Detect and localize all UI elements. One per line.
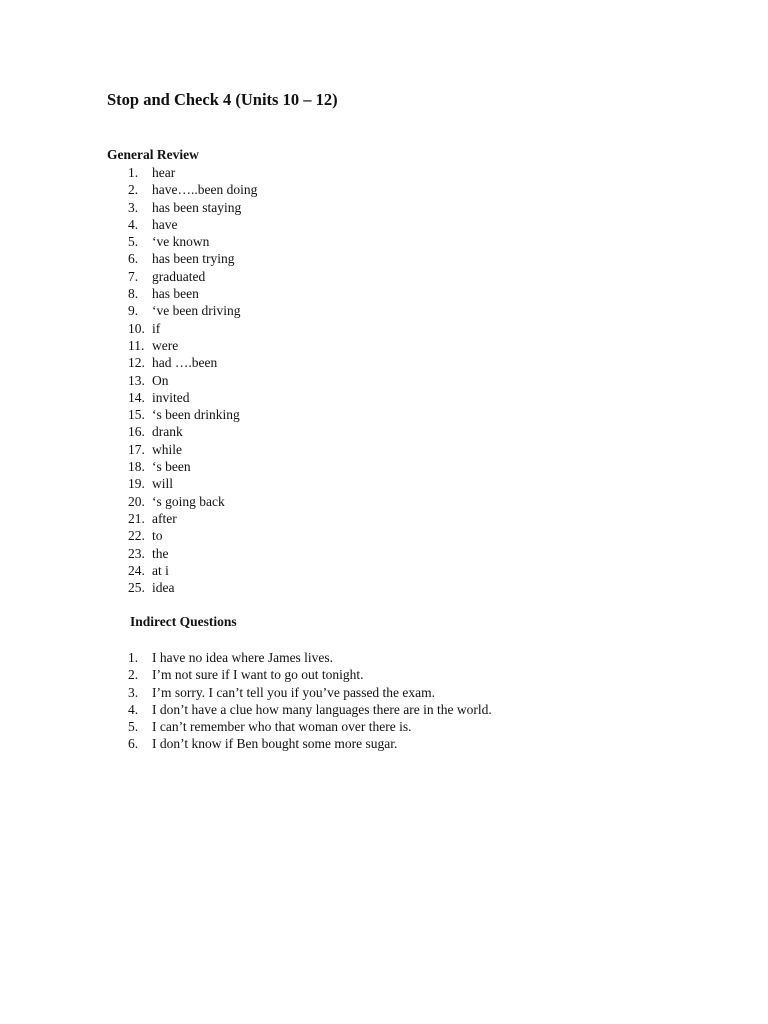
list-item-number: 11.: [128, 337, 145, 353]
list-item-text: ‘s going back: [152, 493, 225, 509]
list-item-number: 5.: [128, 234, 139, 250]
list-item-text: ‘s been: [152, 459, 191, 475]
list-item-number: 5.: [128, 719, 139, 735]
list-item-text: On: [152, 372, 169, 388]
list-item-text: hear: [152, 165, 176, 180]
list-item-text: if: [152, 320, 161, 336]
list-item-text: I’m not sure if I want to go out tonight.: [152, 667, 364, 683]
list-item-number: 7.: [128, 268, 139, 284]
list-item-number: 2.: [128, 182, 139, 198]
list-item-text: drank: [152, 424, 183, 440]
general-review-heading: General Review: [107, 147, 199, 162]
list-item-text: I can’t remember who that woman over there is.: [152, 719, 412, 735]
list-item-number: 3.: [128, 684, 139, 700]
list-item-number: 14.: [128, 389, 145, 405]
list-item-number: 15.: [128, 407, 145, 423]
list-item-text: at i: [152, 562, 169, 578]
list-item-text: while: [152, 441, 182, 457]
indirect-questions-heading: Indirect Questions: [130, 614, 237, 629]
list-item-text: I have no idea where James lives.: [152, 650, 334, 665]
list-item-text: ‘ve been driving: [152, 303, 241, 319]
list-item-text: has been trying: [152, 251, 235, 267]
list-item-number: 3.: [128, 199, 139, 215]
list-item-number: 6.: [128, 736, 139, 752]
list-item-number: 9.: [128, 303, 139, 319]
list-item-text: invited: [152, 389, 190, 405]
list-item-number: 24.: [128, 562, 145, 578]
list-item-number: 1.: [128, 165, 139, 180]
list-item-text: I don’t know if Ben bought some more sugar.: [152, 736, 398, 752]
list-item-number: 6.: [128, 251, 139, 267]
list-item-text: I don’t have a clue how many languages there are in the world.: [152, 701, 492, 717]
list-item-number: 16.: [128, 424, 145, 440]
list-item-number: 23.: [128, 545, 145, 561]
list-item-number: 4.: [128, 701, 139, 717]
list-item-number: 12.: [128, 355, 145, 371]
list-item-number: 20.: [128, 493, 145, 509]
list-item-text: have…..been doing: [152, 182, 258, 198]
list-item-number: 13.: [128, 372, 145, 388]
list-item-text: has been: [152, 286, 199, 302]
list-item-number: 18.: [128, 459, 145, 475]
list-item-number: 25.: [128, 580, 145, 596]
list-item-text: idea: [152, 580, 175, 596]
list-item-text: will: [152, 476, 174, 492]
list-item-number: 21.: [128, 510, 145, 526]
list-item-number: 10.: [128, 320, 145, 336]
list-item-number: 22.: [128, 528, 145, 544]
list-item-text: the: [152, 545, 169, 561]
list-item-number: 8.: [128, 286, 139, 302]
list-item-text: ‘s been drinking: [152, 407, 240, 423]
list-item-number: 17.: [128, 441, 145, 457]
list-item-text: after: [152, 510, 177, 526]
list-item-text: I’m sorry. I can’t tell you if you’ve passed the exam.: [152, 684, 436, 700]
list-item-number: 1.: [128, 650, 139, 665]
page-title: Stop and Check 4 (Units 10 – 12): [107, 90, 338, 109]
list-item-text: were: [152, 337, 179, 353]
list-item-text: had ….been: [152, 355, 218, 371]
list-item-text: has been staying: [152, 199, 242, 215]
list-item-text: to: [152, 528, 163, 544]
list-item-text: graduated: [152, 268, 206, 284]
list-item-number: 19.: [128, 476, 145, 492]
list-item-text: have: [152, 216, 178, 232]
list-item-number: 2.: [128, 667, 139, 683]
list-item-number: 4.: [128, 216, 139, 232]
list-item-text: ‘ve known: [152, 234, 210, 250]
